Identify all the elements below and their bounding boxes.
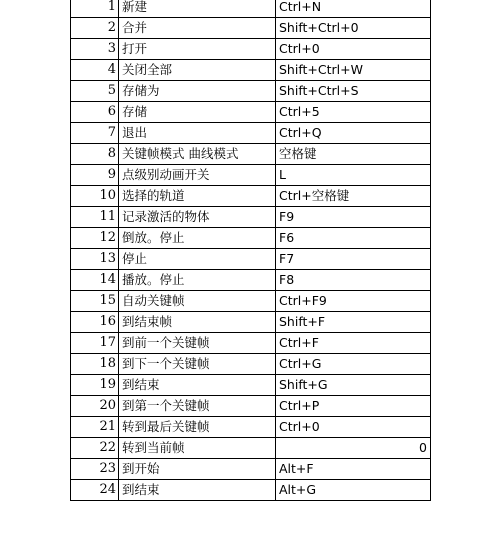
shortcut-cell[interactable]: Ctrl+0: [276, 417, 431, 438]
action-cell[interactable]: 存储: [119, 102, 276, 123]
table-row: [71, 438, 431, 459]
table-row: [71, 123, 431, 144]
table-row: [71, 354, 431, 375]
table-row: [71, 144, 431, 165]
row-number-cell[interactable]: 8: [71, 144, 119, 165]
action-cell[interactable]: 倒放。停止: [119, 228, 276, 249]
shortcut-cell[interactable]: F8: [276, 270, 431, 291]
table-row: [71, 291, 431, 312]
shortcut-cell[interactable]: Ctrl+Q: [276, 123, 431, 144]
shortcut-cell[interactable]: Ctrl+F9: [276, 291, 431, 312]
table-row: [71, 165, 431, 186]
shortcut-cell[interactable]: F9: [276, 207, 431, 228]
shortcut-cell[interactable]: L: [276, 165, 431, 186]
table-row: [71, 228, 431, 249]
action-cell[interactable]: 关闭全部: [119, 60, 276, 81]
shortcut-cell[interactable]: Shift+G: [276, 375, 431, 396]
action-cell[interactable]: 打开: [119, 39, 276, 60]
shortcut-cell[interactable]: Ctrl+G: [276, 354, 431, 375]
action-cell[interactable]: 到结束: [119, 375, 276, 396]
action-cell[interactable]: 新建: [119, 0, 276, 18]
table-row: [71, 459, 431, 480]
table-row: [71, 375, 431, 396]
shortcut-cell[interactable]: Ctrl+空格键: [276, 186, 431, 207]
row-number-cell[interactable]: 10: [71, 186, 119, 207]
action-cell[interactable]: 选择的轨道: [119, 186, 276, 207]
action-cell[interactable]: 合并: [119, 18, 276, 39]
row-number-cell[interactable]: 12: [71, 228, 119, 249]
row-number-cell[interactable]: 23: [71, 459, 119, 480]
row-number-cell[interactable]: 21: [71, 417, 119, 438]
action-cell[interactable]: 到前一个关键帧: [119, 333, 276, 354]
shortcut-cell[interactable]: 空格键: [276, 144, 431, 165]
table-row: [71, 186, 431, 207]
shortcut-cell[interactable]: Shift+F: [276, 312, 431, 333]
action-cell[interactable]: 到结束帧: [119, 312, 276, 333]
table-row: [71, 81, 431, 102]
action-cell[interactable]: 关键帧模式 曲线模式: [119, 144, 276, 165]
row-number-cell[interactable]: 4: [71, 60, 119, 81]
table-row: [71, 312, 431, 333]
table-row: [71, 333, 431, 354]
action-cell[interactable]: 转到最后关键帧: [119, 417, 276, 438]
shortcut-cell[interactable]: Ctrl+N: [276, 0, 431, 18]
shortcut-cell[interactable]: Ctrl+P: [276, 396, 431, 417]
shortcut-cell[interactable]: Alt+F: [276, 459, 431, 480]
row-number-cell[interactable]: 3: [71, 39, 119, 60]
shortcut-cell[interactable]: F7: [276, 249, 431, 270]
row-number-cell[interactable]: 11: [71, 207, 119, 228]
row-number-cell[interactable]: 20: [71, 396, 119, 417]
row-number-cell[interactable]: 2: [71, 18, 119, 39]
table-row: [71, 207, 431, 228]
table-row: [71, 480, 431, 501]
shortcut-cell[interactable]: Ctrl+5: [276, 102, 431, 123]
shortcut-cell[interactable]: Shift+Ctrl+S: [276, 81, 431, 102]
table-row: [71, 417, 431, 438]
shortcut-cell[interactable]: Alt+G: [276, 480, 431, 501]
row-number-cell[interactable]: 22: [71, 438, 119, 459]
action-cell[interactable]: 转到当前帧: [119, 438, 276, 459]
row-number-cell[interactable]: 16: [71, 312, 119, 333]
row-number-cell[interactable]: 13: [71, 249, 119, 270]
row-number-cell[interactable]: 15: [71, 291, 119, 312]
row-number-cell[interactable]: 17: [71, 333, 119, 354]
row-number-cell[interactable]: 6: [71, 102, 119, 123]
action-cell[interactable]: 点级别动画开关: [119, 165, 276, 186]
shortcut-cell[interactable]: Ctrl+0: [276, 39, 431, 60]
shortcut-cell[interactable]: Shift+Ctrl+W: [276, 60, 431, 81]
shortcut-cell[interactable]: Shift+Ctrl+0: [276, 18, 431, 39]
table-row: [71, 396, 431, 417]
action-cell[interactable]: 到第一个关键帧: [119, 396, 276, 417]
action-cell[interactable]: 自动关键帧: [119, 291, 276, 312]
row-number-cell[interactable]: 19: [71, 375, 119, 396]
row-number-cell[interactable]: 9: [71, 165, 119, 186]
table-row: [71, 18, 431, 39]
table-row: [71, 249, 431, 270]
table-row: [71, 102, 431, 123]
row-number-cell[interactable]: 1: [71, 0, 119, 18]
action-cell[interactable]: 存储为: [119, 81, 276, 102]
table-row: [71, 270, 431, 291]
row-number-cell[interactable]: 18: [71, 354, 119, 375]
row-number-cell[interactable]: 5: [71, 81, 119, 102]
row-number-cell[interactable]: 7: [71, 123, 119, 144]
action-cell[interactable]: 到下一个关键帧: [119, 354, 276, 375]
row-number-cell[interactable]: 14: [71, 270, 119, 291]
action-cell[interactable]: 到结束: [119, 480, 276, 501]
table-row: [71, 60, 431, 81]
shortcut-cell[interactable]: 0: [276, 438, 431, 459]
action-cell[interactable]: 记录激活的物体: [119, 207, 276, 228]
table-row: [71, 0, 431, 18]
shortcut-cell[interactable]: F6: [276, 228, 431, 249]
action-cell[interactable]: 退出: [119, 123, 276, 144]
action-cell[interactable]: 到开始: [119, 459, 276, 480]
shortcut-table: [70, 0, 431, 501]
shortcut-cell[interactable]: Ctrl+F: [276, 333, 431, 354]
action-cell[interactable]: 停止: [119, 249, 276, 270]
row-number-cell[interactable]: 24: [71, 480, 119, 501]
action-cell[interactable]: 播放。停止: [119, 270, 276, 291]
table-row: [71, 39, 431, 60]
